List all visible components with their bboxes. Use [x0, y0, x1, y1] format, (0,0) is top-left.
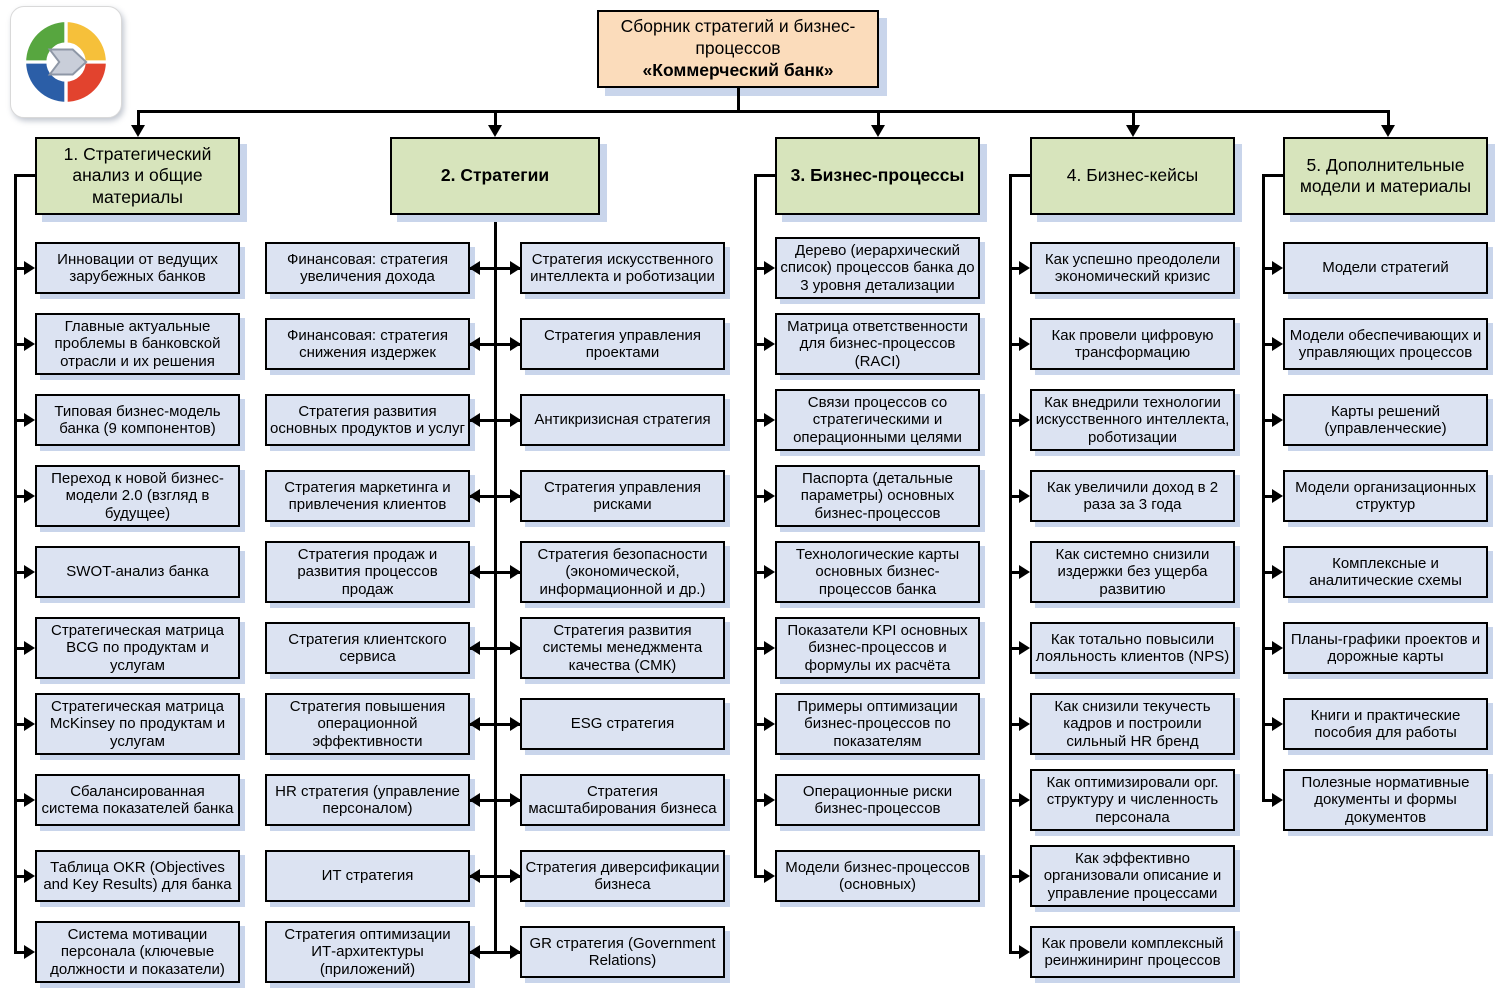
root-node	[597, 10, 879, 88]
item-box: Матрица ответственности для бизнес-процессов (RACI)	[775, 313, 980, 375]
double-arrow-icon	[470, 951, 520, 954]
list-item	[750, 534, 980, 610]
list-item	[750, 838, 980, 914]
item-box: Финансовая: стратегия увеличения дохода	[265, 242, 470, 294]
item-box: Технологические карты основных бизнес-процессов банка	[775, 541, 980, 603]
item-box: Главные актуальные проблемы в банковской отрасли и их решения	[35, 313, 240, 375]
list-item	[265, 838, 725, 914]
root-drop-line	[737, 86, 740, 112]
item-box: Стратегия масштабирования бизнеса	[520, 774, 725, 826]
branch-5	[1258, 137, 1488, 990]
item-box: Полезные нормативные документы и формы документов	[1283, 769, 1488, 831]
item-box: Модели обеспечивающих и управляющих процессов	[1283, 318, 1488, 370]
item-box: Карты решений (управленческие)	[1283, 394, 1488, 446]
branch-5-items	[1258, 230, 1488, 838]
list-item	[265, 914, 725, 990]
list-item	[1258, 534, 1488, 610]
double-arrow-icon	[470, 799, 520, 802]
item-box: Стратегия развития основных продуктов и услуг	[265, 394, 470, 446]
list-item	[10, 230, 240, 306]
item-box: HR стратегия (управление персоналом)	[265, 774, 470, 826]
list-item	[265, 458, 725, 534]
item-box: Стратегия клиентского сервиса	[265, 622, 470, 674]
root-title: Сборник стратегий и бизнес-процессов	[620, 16, 856, 59]
list-item	[1005, 686, 1235, 762]
branch-3	[750, 137, 980, 990]
item-box: Стратегическая матрица McKinsey по продуктам и услугам	[35, 693, 240, 755]
branch-2	[265, 137, 725, 990]
list-item	[1005, 838, 1235, 914]
list-item	[1258, 610, 1488, 686]
header-connector-line	[1009, 174, 1032, 177]
header-connector-line	[1262, 174, 1285, 177]
item-box: Как увеличили доход в 2 раза за 3 года	[1030, 470, 1235, 522]
item-box: Переход к новой бизнес-модели 2.0 (взгляд в будущее)	[35, 465, 240, 527]
header-connector-line	[14, 174, 37, 177]
arrow-down-icon	[1381, 110, 1395, 137]
arrow-down-icon	[871, 110, 885, 137]
item-box: Таблица OKR (Objectives and Key Results) для банка	[35, 850, 240, 902]
item-box: Как эффективно организовали описание и управление процессами	[1030, 845, 1235, 907]
arrow-down-icon	[131, 110, 145, 137]
item-box: Финансовая: стратегия снижения издержек	[265, 318, 470, 370]
item-box: Стратегия безопасности (экономической, информационной и др.)	[520, 541, 725, 603]
item-box: Паспорта (детальные параметры) основных бизнес-процессов	[775, 465, 980, 527]
list-item	[1258, 306, 1488, 382]
app-logo	[10, 6, 122, 118]
branch-3-header: 3. Бизнес-процессы	[775, 137, 980, 215]
list-item	[10, 610, 240, 686]
item-box: Как провели комплексный реинжиниринг процессов	[1030, 926, 1235, 978]
branch-4-header: 4. Бизнес-кейсы	[1030, 137, 1235, 215]
branch-5-header: 5. Дополнительные модели и материалы	[1283, 137, 1488, 215]
item-box: Дерево (иерархический список) процессов банка до 3 уровня детализации	[775, 237, 980, 299]
list-item	[1005, 382, 1235, 458]
item-box: ИТ стратегия	[265, 850, 470, 902]
arrow-down-icon	[488, 110, 502, 137]
list-item	[750, 382, 980, 458]
logo-ring-arrow-icon	[18, 14, 114, 110]
list-item	[750, 306, 980, 382]
branch-4	[1005, 137, 1235, 990]
list-item	[750, 686, 980, 762]
root-title-bold: «Коммерческий банк»	[642, 59, 834, 80]
item-box: Планы-графики проектов и дорожные карты	[1283, 622, 1488, 674]
double-arrow-icon	[470, 571, 520, 574]
list-item	[265, 534, 725, 610]
list-item	[265, 686, 725, 762]
item-box: Как провели цифровую трансформацию	[1030, 318, 1235, 370]
branch-2-header: 2. Стратегии	[390, 137, 600, 215]
branch-4-items	[1005, 230, 1235, 990]
item-box: Как оптимизировали орг. структуру и численность персонала	[1030, 769, 1235, 831]
double-arrow-icon	[470, 875, 520, 878]
list-item	[1005, 230, 1235, 306]
list-item	[750, 762, 980, 838]
item-box: Стратегия управления проектами	[520, 318, 725, 370]
item-box: Стратегия повышения операционной эффективности	[265, 693, 470, 755]
list-item	[265, 382, 725, 458]
list-item	[10, 762, 240, 838]
list-item	[265, 762, 725, 838]
branch-1	[10, 137, 240, 990]
list-item	[10, 458, 240, 534]
list-item	[265, 610, 725, 686]
branch-2-items	[265, 230, 725, 990]
double-arrow-icon	[470, 495, 520, 498]
list-item	[1258, 686, 1488, 762]
item-box: Как системно снизили издержки без ущерба развитию	[1030, 541, 1235, 603]
item-box: Как успешно преодолели экономический кризис	[1030, 242, 1235, 294]
list-item	[1005, 534, 1235, 610]
branch-1-header: 1. Стратегический анализ и общие материалы	[35, 137, 240, 215]
item-box: Модели бизнес-процессов (основных)	[775, 850, 980, 902]
list-item	[10, 914, 240, 990]
item-box: Стратегия искусственного интеллекта и роботизации	[520, 242, 725, 294]
item-box: Типовая бизнес-модель банка (9 компонентов)	[35, 394, 240, 446]
list-item	[10, 686, 240, 762]
item-box: Сбалансированная система показателей банка	[35, 774, 240, 826]
list-item	[1258, 458, 1488, 534]
item-box: ESG стратегия	[520, 698, 725, 750]
item-box: Как снизили текучесть кадров и построили сильный HR бренд	[1030, 693, 1235, 755]
list-item	[265, 230, 725, 306]
item-box: Комплексные и аналитические схемы	[1283, 546, 1488, 598]
item-box: SWOT-анализ банка	[35, 546, 240, 598]
list-item	[750, 230, 980, 306]
branch-3-items	[750, 230, 980, 914]
item-box: Как внедрили технологии искусственного интеллекта, роботизации	[1030, 389, 1235, 451]
item-box: Антикризисная стратегия	[520, 394, 725, 446]
item-box: Связи процессов со стратегическими и операционными целями	[775, 389, 980, 451]
list-item	[1005, 762, 1235, 838]
list-item	[1258, 230, 1488, 306]
list-item	[10, 534, 240, 610]
list-item	[10, 838, 240, 914]
item-box: Стратегия диверсификации бизнеса	[520, 850, 725, 902]
list-item	[1005, 914, 1235, 990]
list-item	[1005, 610, 1235, 686]
list-item	[10, 306, 240, 382]
list-item	[265, 306, 725, 382]
branch-1-items	[10, 230, 240, 990]
double-arrow-icon	[470, 647, 520, 650]
double-arrow-icon	[470, 267, 520, 270]
item-box: Система мотивации персонала (ключевые должности и показатели)	[35, 921, 240, 983]
item-box: Стратегия управления рисками	[520, 470, 725, 522]
item-box: Показатели KPI основных бизнес-процессов и формулы их расчёта	[775, 617, 980, 679]
item-box: Стратегия развития системы менеджмента качества (СМК)	[520, 617, 725, 679]
double-arrow-icon	[470, 723, 520, 726]
header-connector-line	[754, 174, 777, 177]
bus-line	[137, 110, 1389, 113]
item-box: Операционные риски бизнес-процессов	[775, 774, 980, 826]
item-box: Стратегия продаж и развития процессов продаж	[265, 541, 470, 603]
arrow-down-icon	[1126, 110, 1140, 137]
item-box: Стратегия маркетинга и привлечения клиентов	[265, 470, 470, 522]
list-item	[1005, 458, 1235, 534]
item-box: Примеры оптимизации бизнес-процессов по показателям	[775, 693, 980, 755]
item-box: Стратегия оптимизации ИТ-архитектуры (приложений)	[265, 921, 470, 983]
list-item	[750, 610, 980, 686]
item-box: Модели стратегий	[1283, 242, 1488, 294]
double-arrow-icon	[470, 343, 520, 346]
list-item	[1258, 382, 1488, 458]
item-box: GR стратегия (Government Relations)	[520, 926, 725, 978]
item-box: Как тотально повысили лояльность клиентов (NPS)	[1030, 622, 1235, 674]
double-arrow-icon	[470, 419, 520, 422]
list-item	[1258, 762, 1488, 838]
item-box: Инновации от ведущих зарубежных банков	[35, 242, 240, 294]
list-item	[10, 382, 240, 458]
item-box: Модели организационных структур	[1283, 470, 1488, 522]
item-box: Книги и практические пособия для работы	[1283, 698, 1488, 750]
list-item	[1005, 306, 1235, 382]
item-box: Стратегическая матрица BCG по продуктам и услугам	[35, 617, 240, 679]
list-item	[750, 458, 980, 534]
